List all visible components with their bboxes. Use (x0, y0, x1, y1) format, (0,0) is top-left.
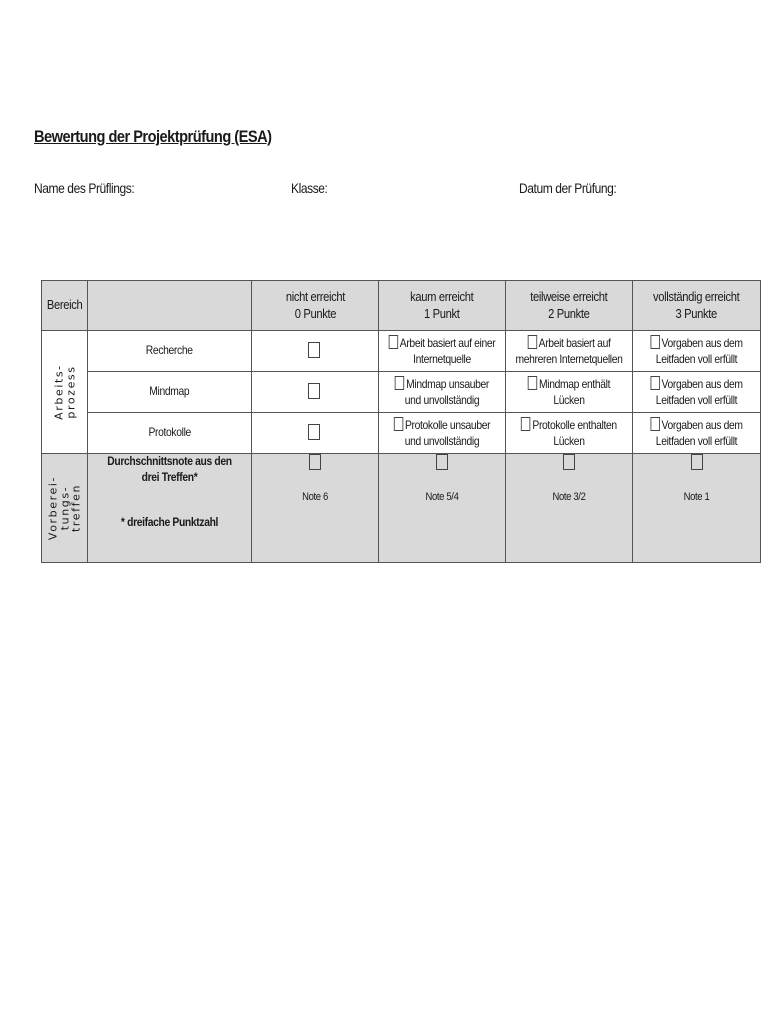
checkbox-icon[interactable] (389, 335, 398, 349)
table-header-row (42, 281, 761, 331)
row-label-protokolle: Protokolle (88, 413, 252, 454)
datum-field-label: Datum der Prüfung: (519, 180, 617, 196)
average-grade-label: Durchschnittsnote aus den drei Treffen* * dreifache Punktzahl (88, 454, 252, 563)
checkbox-icon[interactable] (528, 376, 537, 390)
checkbox-icon[interactable] (691, 454, 703, 470)
note-cell: Note 5/4 (379, 454, 506, 563)
checkbox-cell[interactable] (252, 413, 379, 454)
checkbox-icon[interactable] (650, 335, 659, 349)
criterion-cell: Protokolle enthalten Lücken (506, 413, 633, 454)
header-bereich: Bereich (42, 281, 88, 331)
criterion-cell: Vorgaben aus dem Leitfaden voll erfüllt (633, 331, 761, 372)
row-label-recherche: Recherche (88, 331, 252, 372)
table-row (42, 454, 761, 563)
criterion-cell: Arbeit basiert auf einer Internetquelle (379, 331, 506, 372)
checkbox-icon[interactable] (563, 454, 575, 470)
row-label-mindmap: Mindmap (88, 372, 252, 413)
checkbox-icon[interactable] (527, 335, 536, 349)
note-cell: Note 1 (633, 454, 761, 563)
checkbox-icon[interactable] (308, 342, 320, 358)
checkbox-icon[interactable] (308, 383, 320, 399)
checkbox-icon[interactable] (394, 417, 403, 431)
checkbox-icon[interactable] (309, 454, 321, 470)
checkbox-icon[interactable] (650, 417, 659, 431)
header-col-1: kaum erreicht 1 Punkt (379, 281, 506, 331)
assessment-table (41, 280, 761, 563)
criterion-cell: Vorgaben aus dem Leitfaden voll erfüllt (633, 372, 761, 413)
criterion-cell: Mindmap enthält Lücken (506, 372, 633, 413)
criterion-cell: Mindmap unsauber und unvollständig (379, 372, 506, 413)
table-row (42, 331, 761, 372)
checkbox-icon[interactable] (650, 376, 659, 390)
table-row (42, 372, 761, 413)
checkbox-icon[interactable] (436, 454, 448, 470)
checkbox-icon[interactable] (395, 376, 404, 390)
header-col-2: teilweise erreicht 2 Punkte (506, 281, 633, 331)
checkbox-icon[interactable] (308, 424, 320, 440)
header-empty (88, 281, 252, 331)
checkbox-cell[interactable] (252, 372, 379, 413)
header-col-3: vollständig erreicht 3 Punkte (633, 281, 761, 331)
table-row (42, 413, 761, 454)
group-label-vorbereitungstreffen: Vorberei- tungs- treffen (42, 454, 88, 563)
note-cell: Note 3/2 (506, 454, 633, 563)
note-cell: Note 6 (252, 454, 379, 563)
klasse-field-label: Klasse: (291, 180, 328, 196)
criterion-cell: Arbeit basiert auf mehreren Internetquellen (506, 331, 633, 372)
name-field-label: Name des Prüflings: (34, 180, 135, 196)
criterion-cell: Vorgaben aus dem Leitfaden voll erfüllt (633, 413, 761, 454)
page-title: Bewertung der Projektprüfung (ESA) (34, 127, 272, 146)
group-label-arbeitsprozess: Arbeits- prozess (42, 331, 88, 454)
header-col-0: nicht erreicht 0 Punkte (252, 281, 379, 331)
checkbox-cell[interactable] (252, 331, 379, 372)
criterion-cell: Protokolle unsauber und unvollständig (379, 413, 506, 454)
checkbox-icon[interactable] (521, 417, 530, 431)
